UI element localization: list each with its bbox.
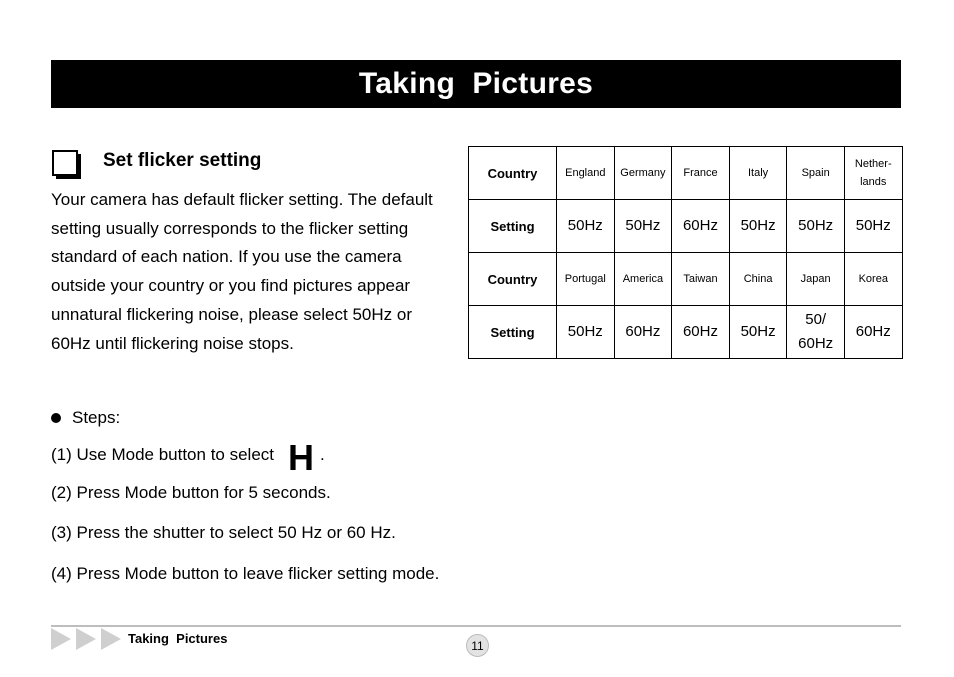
setting-cell: 50Hz	[844, 200, 902, 253]
country-header-cell: Country	[469, 147, 557, 200]
setting-header-cell: Setting	[469, 306, 557, 359]
section-heading: Set flicker setting	[103, 150, 262, 171]
bullet-icon	[51, 413, 61, 423]
setting-cell: 50Hz	[787, 200, 845, 253]
country-header-cell: Country	[469, 253, 557, 306]
flicker-mode-icon: H	[288, 437, 315, 478]
country-cell: America	[614, 253, 672, 306]
country-cell: Germany	[614, 147, 672, 200]
footer-section-title: Taking Pictures	[128, 631, 228, 646]
country-row	[469, 253, 903, 306]
step-1: (1) Use Mode button to select H .	[51, 437, 325, 478]
country-cell: Taiwan	[672, 253, 730, 306]
intro-paragraph: Your camera has default flicker setting. The default setting usually corresponds to the flicker setting standard of each nation. If you use the camera outside your country or you find pictures appear unnatural flickering noise, please select 50Hz or 60Hz until flickering noise stops.	[51, 190, 433, 353]
setting-cell: 50Hz	[614, 200, 672, 253]
country-cell: England	[557, 147, 615, 200]
setting-cell: 60Hz	[672, 306, 730, 359]
country-cell: Japan	[787, 253, 845, 306]
country-cell: Italy	[729, 147, 787, 200]
setting-row	[469, 306, 903, 359]
steps-label: Steps:	[72, 408, 121, 427]
step-2: (2) Press Mode button for 5 seconds.	[51, 483, 331, 502]
country-cell: France	[672, 147, 730, 200]
setting-cell: 60Hz	[672, 200, 730, 253]
steps-section	[51, 405, 440, 583]
flicker-setting-table	[468, 146, 903, 359]
page-title: Taking Pictures	[358, 67, 594, 100]
step-3: (3) Press the shutter to select 50 Hz or 60 Hz.	[51, 523, 396, 542]
country-cell: Portugal	[557, 253, 615, 306]
page-title-bar	[51, 60, 901, 108]
footer-divider	[51, 625, 901, 627]
setting-cell: 50Hz	[729, 200, 787, 253]
step-4: (4) Press Mode button to leave flicker setting mode.	[51, 564, 440, 583]
page-number: 11	[466, 634, 489, 657]
setting-cell: 60Hz	[844, 306, 902, 359]
setting-cell: 50Hz	[557, 306, 615, 359]
square-bullet-icon	[52, 150, 82, 180]
country-cell: Nether- lands	[844, 147, 902, 200]
setting-row	[469, 200, 903, 253]
setting-cell: 50Hz	[557, 200, 615, 253]
country-cell: Korea	[844, 253, 902, 306]
setting-header-cell: Setting	[469, 200, 557, 253]
country-cell: Spain	[787, 147, 845, 200]
setting-cell: 50/ 60Hz	[787, 306, 845, 359]
setting-cell: 50Hz	[729, 306, 787, 359]
country-cell: China	[729, 253, 787, 306]
setting-cell: 60Hz	[614, 306, 672, 359]
country-row	[469, 147, 903, 200]
triple-arrow-icon	[51, 628, 126, 650]
